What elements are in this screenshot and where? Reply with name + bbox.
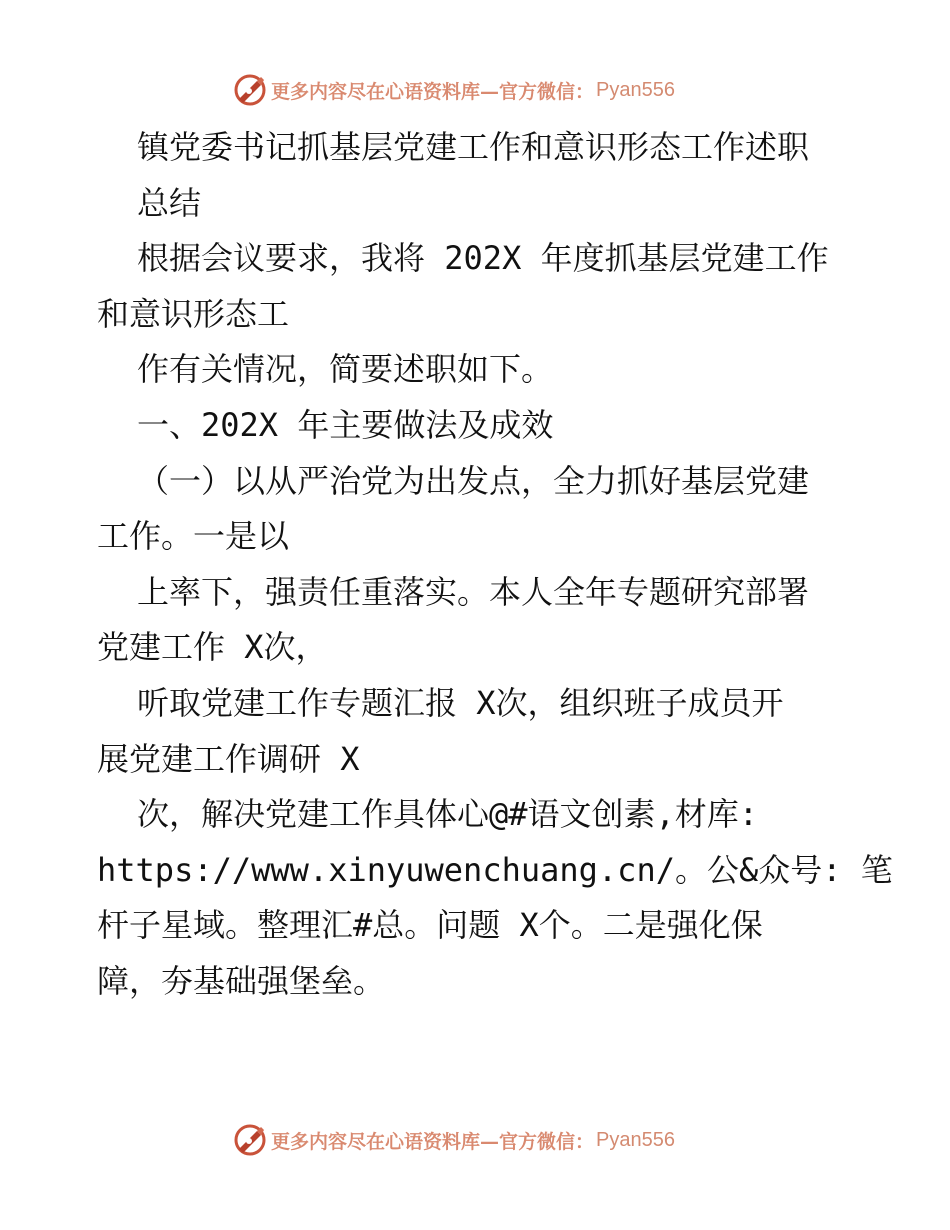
- header-watermark: [233, 70, 675, 110]
- paragraph-line: 作有关情况，简要述职如下。: [137, 350, 554, 389]
- paragraph-line: 听取党建工作专题汇报 X次，组织班子成员开: [137, 683, 784, 722]
- paragraph-line: （一）以从严治党为出发点，全力抓好基层党建: [137, 461, 810, 500]
- paragraph-line: 党建工作 X次，: [97, 628, 328, 667]
- paragraph-line: 和意识形态工: [97, 294, 290, 333]
- paragraph-line: 上率下，强责任重落实。本人全年专题研究部署: [137, 572, 810, 611]
- watermark-text: 更多内容尽在心语资料库—官方微信：: [271, 80, 595, 103]
- paragraph-line: 镇党委书记抓基层党建工作和意识形态工作述职: [137, 128, 810, 166]
- pen-logo-icon: [233, 1123, 267, 1157]
- paragraph-line: 杆子星域。整理汇#总。问题 X个。二是强化保: [97, 906, 763, 945]
- watermark-wechat-id: Pyan556: [596, 78, 675, 101]
- paragraph-line: 一、202X 年主要做法及成效: [137, 405, 554, 444]
- paragraph-line: 障，夯基础强堡垒。: [97, 961, 386, 1000]
- footer-watermark: [233, 1120, 675, 1160]
- pen-logo-icon: [233, 73, 267, 107]
- paragraph-line: https://www.xinyuwenchuang.cn/。公&众号: 笔: [97, 850, 893, 889]
- paragraph-line: 展党建工作调研 X: [97, 739, 360, 778]
- paragraph-line: 总结: [137, 183, 202, 222]
- watermark-text: 更多内容尽在心语资料库—官方微信：: [271, 1130, 595, 1153]
- paragraph-line: 工作。一是以: [97, 517, 290, 556]
- paragraph-line: 次，解决党建工作具体心@#语文创素,材库:: [137, 795, 759, 834]
- paragraph-line: 根据会议要求，我将 202X 年度抓基层党建工作: [137, 239, 829, 278]
- document-body: [97, 120, 893, 1010]
- watermark-wechat-id: Pyan556: [596, 1128, 675, 1151]
